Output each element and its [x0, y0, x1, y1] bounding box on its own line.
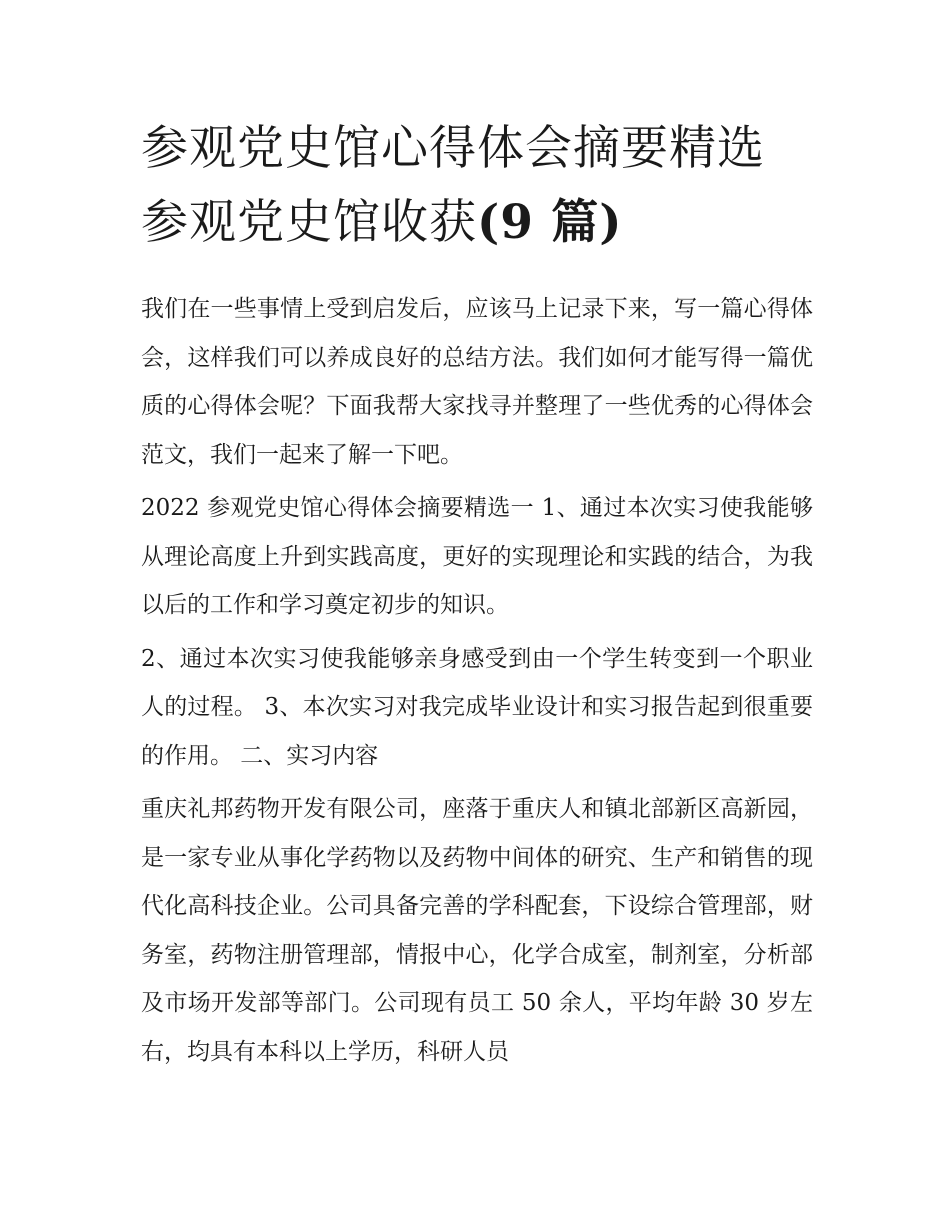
document-title — [141, 112, 813, 260]
title-article-count: (9 篇) — [477, 195, 623, 250]
title-line-2 — [141, 186, 813, 260]
paragraph-2: 2、通过本次实习使我能够亲身感受到由一个学生转变到一个职业人的过程。 3、本次实习对我完成毕业设计和实习报告起到很重要的作用。 二、实习内容 — [141, 645, 813, 769]
paragraph-intro: 我们在一些事情上受到启发后，应该马上记录下来，写一篇心得体会，这样我们可以养成良好的总结方法。我们如何才能写得一篇优质的心得体会呢？下面我帮大家找寻并整理了一些优秀的心得体会范文，我们一起来了解一下吧。 — [141, 296, 813, 468]
paragraph-1: 2022 参观党史馆心得体会摘要精选一 1、通过本次实习使我能够从理论高度上升到实践高度，更好的实现理论和实践的结合，为我以后的工作和学习奠定初步的知识。 — [141, 495, 813, 618]
paragraph-3: 重庆礼邦药物开发有限公司，座落于重庆人和镇北部新区高新园，是一家专业从事化学药物以及药物中间体的研究、生产和销售的现代化高科技企业。公司具备完善的学科配套，下设综合管理部，财务室，药物注册管理部，情报中心，化学合成室，制剂室，分析部及市场开发部等部门。公司现有员工 50 余人，平均年龄 30 岁左右，均具有本科以上学历，科研人员 — [141, 796, 813, 1065]
title-line-2-main: 参观党史馆收获 — [141, 195, 477, 250]
title-line-1: 参观党史馆心得体会摘要精选 — [141, 121, 765, 176]
document-body — [141, 285, 813, 1076]
document-page — [141, 112, 813, 1081]
